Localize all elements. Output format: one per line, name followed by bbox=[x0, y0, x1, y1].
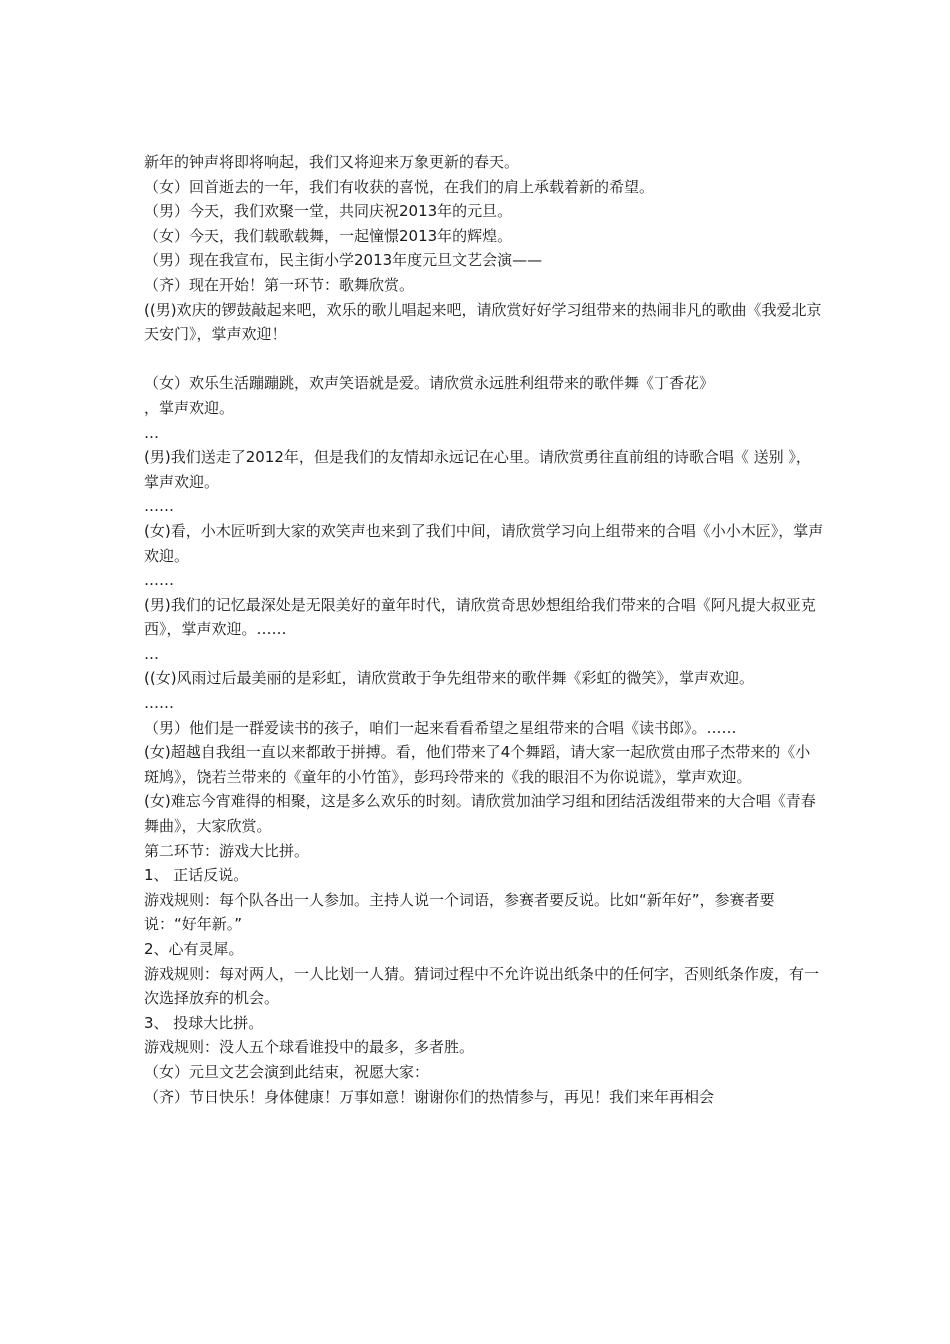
paragraph: （齐）节日快乐！身体健康！万事如意！谢谢你们的热情参与，再见！我们来年再相会 bbox=[144, 1087, 715, 1106]
paragraph: …… bbox=[144, 497, 174, 516]
paragraph: （男）今天，我们欢聚一堂，共同庆祝2013年的元旦。 bbox=[144, 202, 513, 221]
paragraph: (女)超越自我组一直以来都敢于拼搏。看，他们带来了4个舞蹈，请大家一起欣赏由邢子杰带来的《小斑鸠》，饶若兰带来的《童年的小竹笛》，彭玛玲带来的《我的眼泪不为你说谎》，掌声欢迎。 bbox=[144, 743, 811, 786]
paragraph: （男）现在我宣布，民主街小学2013年度元旦文艺会演—— bbox=[144, 251, 543, 270]
game-title: 1、 正话反说。 bbox=[144, 866, 249, 885]
paragraph: （女）今天，我们载歌载舞，一起憧憬2013年的辉煌。 bbox=[144, 226, 513, 245]
paragraph: （齐）现在开始！第一环节：歌舞欣赏。 bbox=[144, 275, 415, 294]
paragraph: (男)我们送走了2012年，但是我们的友情却永远记在心里。请欣赏勇往直前组的诗歌合唱《 送别 》，掌声欢迎。 bbox=[144, 448, 811, 491]
game-rules: 游戏规则：没人五个球看谁投中的最多，多者胜。 bbox=[144, 1038, 475, 1057]
paragraph: ((男)欢庆的锣鼓敲起来吧，欢乐的歌儿唱起来吧，请欣赏好好学习组带来的热闹非凡的歌曲《我爱北京天安门》，掌声欢迎！ bbox=[144, 300, 822, 344]
document-body bbox=[144, 150, 824, 1109]
paragraph: …… bbox=[144, 571, 174, 590]
paragraph: … bbox=[144, 423, 159, 442]
game-rules: 游戏规则：每对两人，一人比划一人猜。猜词过程中不允许说出纸条中的任何字，否则纸条作废，有一次选择放弃的机会。 bbox=[144, 964, 820, 1008]
paragraph: … bbox=[144, 644, 159, 663]
paragraph: （女）元旦文艺会演到此结束，祝愿大家： bbox=[144, 1062, 430, 1081]
paragraph: ，掌声欢迎。 bbox=[144, 398, 235, 417]
paragraph: （女）回首逝去的一年，我们有收获的喜悦，在我们的肩上承载着新的希望。 bbox=[144, 177, 655, 196]
paragraph: （女）欢乐生活蹦蹦跳，欢声笑语就是爱。请欣赏永远胜利组带来的歌伴舞《丁香花》 bbox=[144, 374, 715, 393]
game-title: 2、心有灵犀。 bbox=[144, 940, 244, 958]
game-rules: 游戏规则：每个队各出一人参加。主持人说一个词语，参赛者要反说。比如“新年好”，参赛者要说：“好年新。” bbox=[144, 890, 775, 934]
game-title: 3、 投球大比拼。 bbox=[144, 1013, 264, 1032]
paragraph: (女)看，小木匠听到大家的欢笑声也来到了我们中间，请欣赏学习向上组带来的合唱《小小木匠》，掌声欢迎。 bbox=[144, 521, 824, 565]
paragraph: 新年的钟声将即将响起，我们又将迎来万象更新的春天。 bbox=[144, 153, 520, 171]
paragraph: （男）他们是一群爱读书的孩子，咱们一起来看看希望之星组带来的合唱《读书郎》。…… bbox=[144, 718, 737, 737]
paragraph: ((女)风雨过后最美丽的是彩虹，请欣赏敢于争先组带来的歌伴舞《彩虹的微笑》，掌声欢迎。 bbox=[144, 669, 755, 688]
paragraph: …… bbox=[144, 694, 174, 713]
section-heading: 第二环节：游戏大比拼。 bbox=[144, 841, 310, 860]
blank-line bbox=[144, 347, 824, 372]
paragraph: (男)我们的记忆最深处是无限美好的童年时代，请欣赏奇思妙想组给我们带来的合唱《阿凡提大叔亚克西》，掌声欢迎。…… bbox=[144, 595, 816, 639]
paragraph: (女)难忘今宵难得的相聚，这是多么欢乐的时刻。请欣赏加油学习组和团结活泼组带来的大合唱《青春舞曲》，大家欣赏。 bbox=[144, 792, 816, 836]
